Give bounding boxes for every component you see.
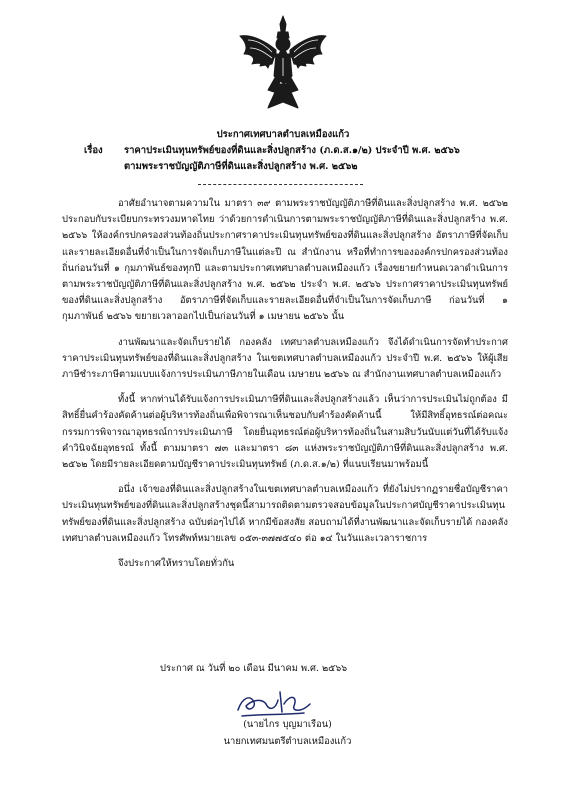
body-paragraph-1: อาศัยอำนาจตามความใน มาตรา ๓๙ ตามพระราชบัญญัติภาษีที่ดินและสิ่งปลูกสร้าง พ.ศ. ๒๕๖๒ ประกอบกับระเบียบกระทรวงมหาดไทย ว่าด้วยการดำเนินการตามพระราชบัญญัติภาษีที่ดินและสิ่งปลูกสร้าง พ.ศ. ๒๕๖๖ ให้องค์กรปกครองส่วนท้องถิ่นประกาศราคาประเมินทุนทรัพย์ของที่ดินและสิ่งปลูกสร้าง อัตราภาษีที่จัดเก็บ และรายละเอียดอื่นที่จำเป็นในการจัดเก็บภาษีในแต่ละปี ณ สำนักงาน หรือที่ทำการขององค์กรปกครองส่วนท้องถิ่นก่อนวันที่ ๑ กุมภาพันธ์ของทุกปี และตามประกาศเทศบาลตำบลเหมืองแก้ว เรื่องขยายกำหนดเวลาดำเนินการตามพระราชบัญญัติภาษีที่ดินและสิ่งปลูกสร้าง พ.ศ. ๒๕๖๒ ประจำ พ.ศ. ๒๕๖๖ ประกาศราคาประเมินทุนทรัพย์ของที่ดินและสิ่งปลูกสร้าง อัตราภาษีที่จัดเก็บและรายละเอียดอื่นที่จำเป็นในการจัดเก็บภาษี ก่อนวันที่ ๑ กุมภาพันธ์ ๒๕๖๖ ขยายเวลาออกไปเป็นก่อนวันที่ ๑ เมษายน ๒๕๖๖ นั้น	[62, 198, 508, 323]
body-paragraph-4: อนึ่ง เจ้าของที่ดินและสิ่งปลูกสร้างในเขตเทศบาลตำบลเหมืองแก้ว ที่ยังไม่ปรากฏรายชื่อบัญชีราคาประเมินทุนทรัพย์ของที่ดินและสิ่งปลูกสร้างชุดนี้สามารถติดตามตรวจสอบข้อมูลในประกาศบัญชีราคาประเมินทุนทรัพย์ของที่ดินและสิ่งปลูกสร้าง ฉบับต่อๆไปได้ หากมีข้อสงสัย สอบถามได้ที่งานพัฒนาและจัดเก็บรายได้ กองคลัง เทศบาลตำบลเหมืองแก้ว โทรศัพท์หมายเลข ๐๕๓-๓๗๗๕๔๐ ต่อ ๑๔ ในวันและเวลาราชการ	[62, 484, 508, 544]
body-paragraph-2: งานพัฒนาและจัดเก็บรายได้ กองคลัง เทศบาลตำบลเหมืองแก้ว จึงได้ดำเนินการจัดทำประกาศราคาประเมินทุนทรัพย์ของที่ดินและสิ่งปลูกสร้าง ในเขตเทศบาลตำบลเหมืองแก้ว ประจำปี พ.ศ. ๒๕๖๖ ให้ผู้เสียภาษีชำระภาษีตามแบบแจ้งการประเมินภาษีภายในเดือน เมษายน ๒๕๖๖ ณ สำนักงานเทศบาลตำบลเหมืองแก้ว	[62, 336, 508, 381]
signer-block	[160, 716, 415, 750]
garuda-emblem-icon	[238, 14, 328, 110]
announcement-date: ประกาศ ณ วันที่ ๒๐ เดือน มีนาคม พ.ศ. ๒๕๖๖	[160, 663, 348, 674]
closing-line: จึงประกาศให้ทราบโดยทั่วกัน	[118, 558, 235, 570]
header-divider	[198, 184, 363, 185]
subject-text: ราคาประเมินทุนทรัพย์ของที่ดินและสิ่งปลูกสร้าง (ภ.ด.ส.๑/๒) ประจำปี พ.ศ. ๒๕๖๖	[124, 145, 460, 156]
body-paragraph-3: ทั้งนี้ หากท่านได้รับแจ้งการประเมินภาษีที่ดินและสิ่งปลูกสร้างแล้ว เห็นว่าการประเมินไม่ถูกต้อง มีสิทธิ์ยื่นคำร้องคัดค้านต่อผู้บริหารท้องถิ่นเพื่อพิจารณาเห็นชอบกับคำร้องคัดค้านนี้ ให้มีสิทธิ์อุทธรณ์ต่อคณะกรรมการพิจารณาอุทธรณ์การประเมินภาษี โดยยื่นอุทธรณ์ต่อผู้บริหารท้องถิ่นในสามสิบวันนับแต่วันที่ได้รับแจ้งคำวินิจฉัยอุทธรณ์ ทั้งนี้ ตามมาตรา ๗๓ และมาตรา ๘๓ แห่งพระราชบัญญัติภาษีที่ดินและสิ่งปลูกสร้าง พ.ศ. ๒๕๖๒ โดยมีรายละเอียดตามบัญชีราคาประเมินทุนทรัพย์ (ภ.ด.ส.๑/๒) ที่แนบเรียนมาพร้อมนี้	[62, 394, 508, 471]
announcement-body	[62, 196, 508, 581]
signer-position: นายกเทศมนตรีตำบลเหมืองแก้ว	[223, 736, 352, 747]
subject-label: เรื่อง	[84, 145, 103, 156]
announcement-header	[60, 127, 506, 175]
announcement-subject	[84, 143, 506, 159]
announcement-law-reference: ตามพระราชบัญญัติภาษีที่ดินและสิ่งปลูกสร้าง พ.ศ. ๒๕๖๒	[124, 161, 358, 172]
signer-name: (นายไกร บุญมาเรือน)	[243, 719, 332, 730]
announcement-title: ประกาศเทศบาลตำบลเหมืองแก้ว	[216, 129, 350, 140]
